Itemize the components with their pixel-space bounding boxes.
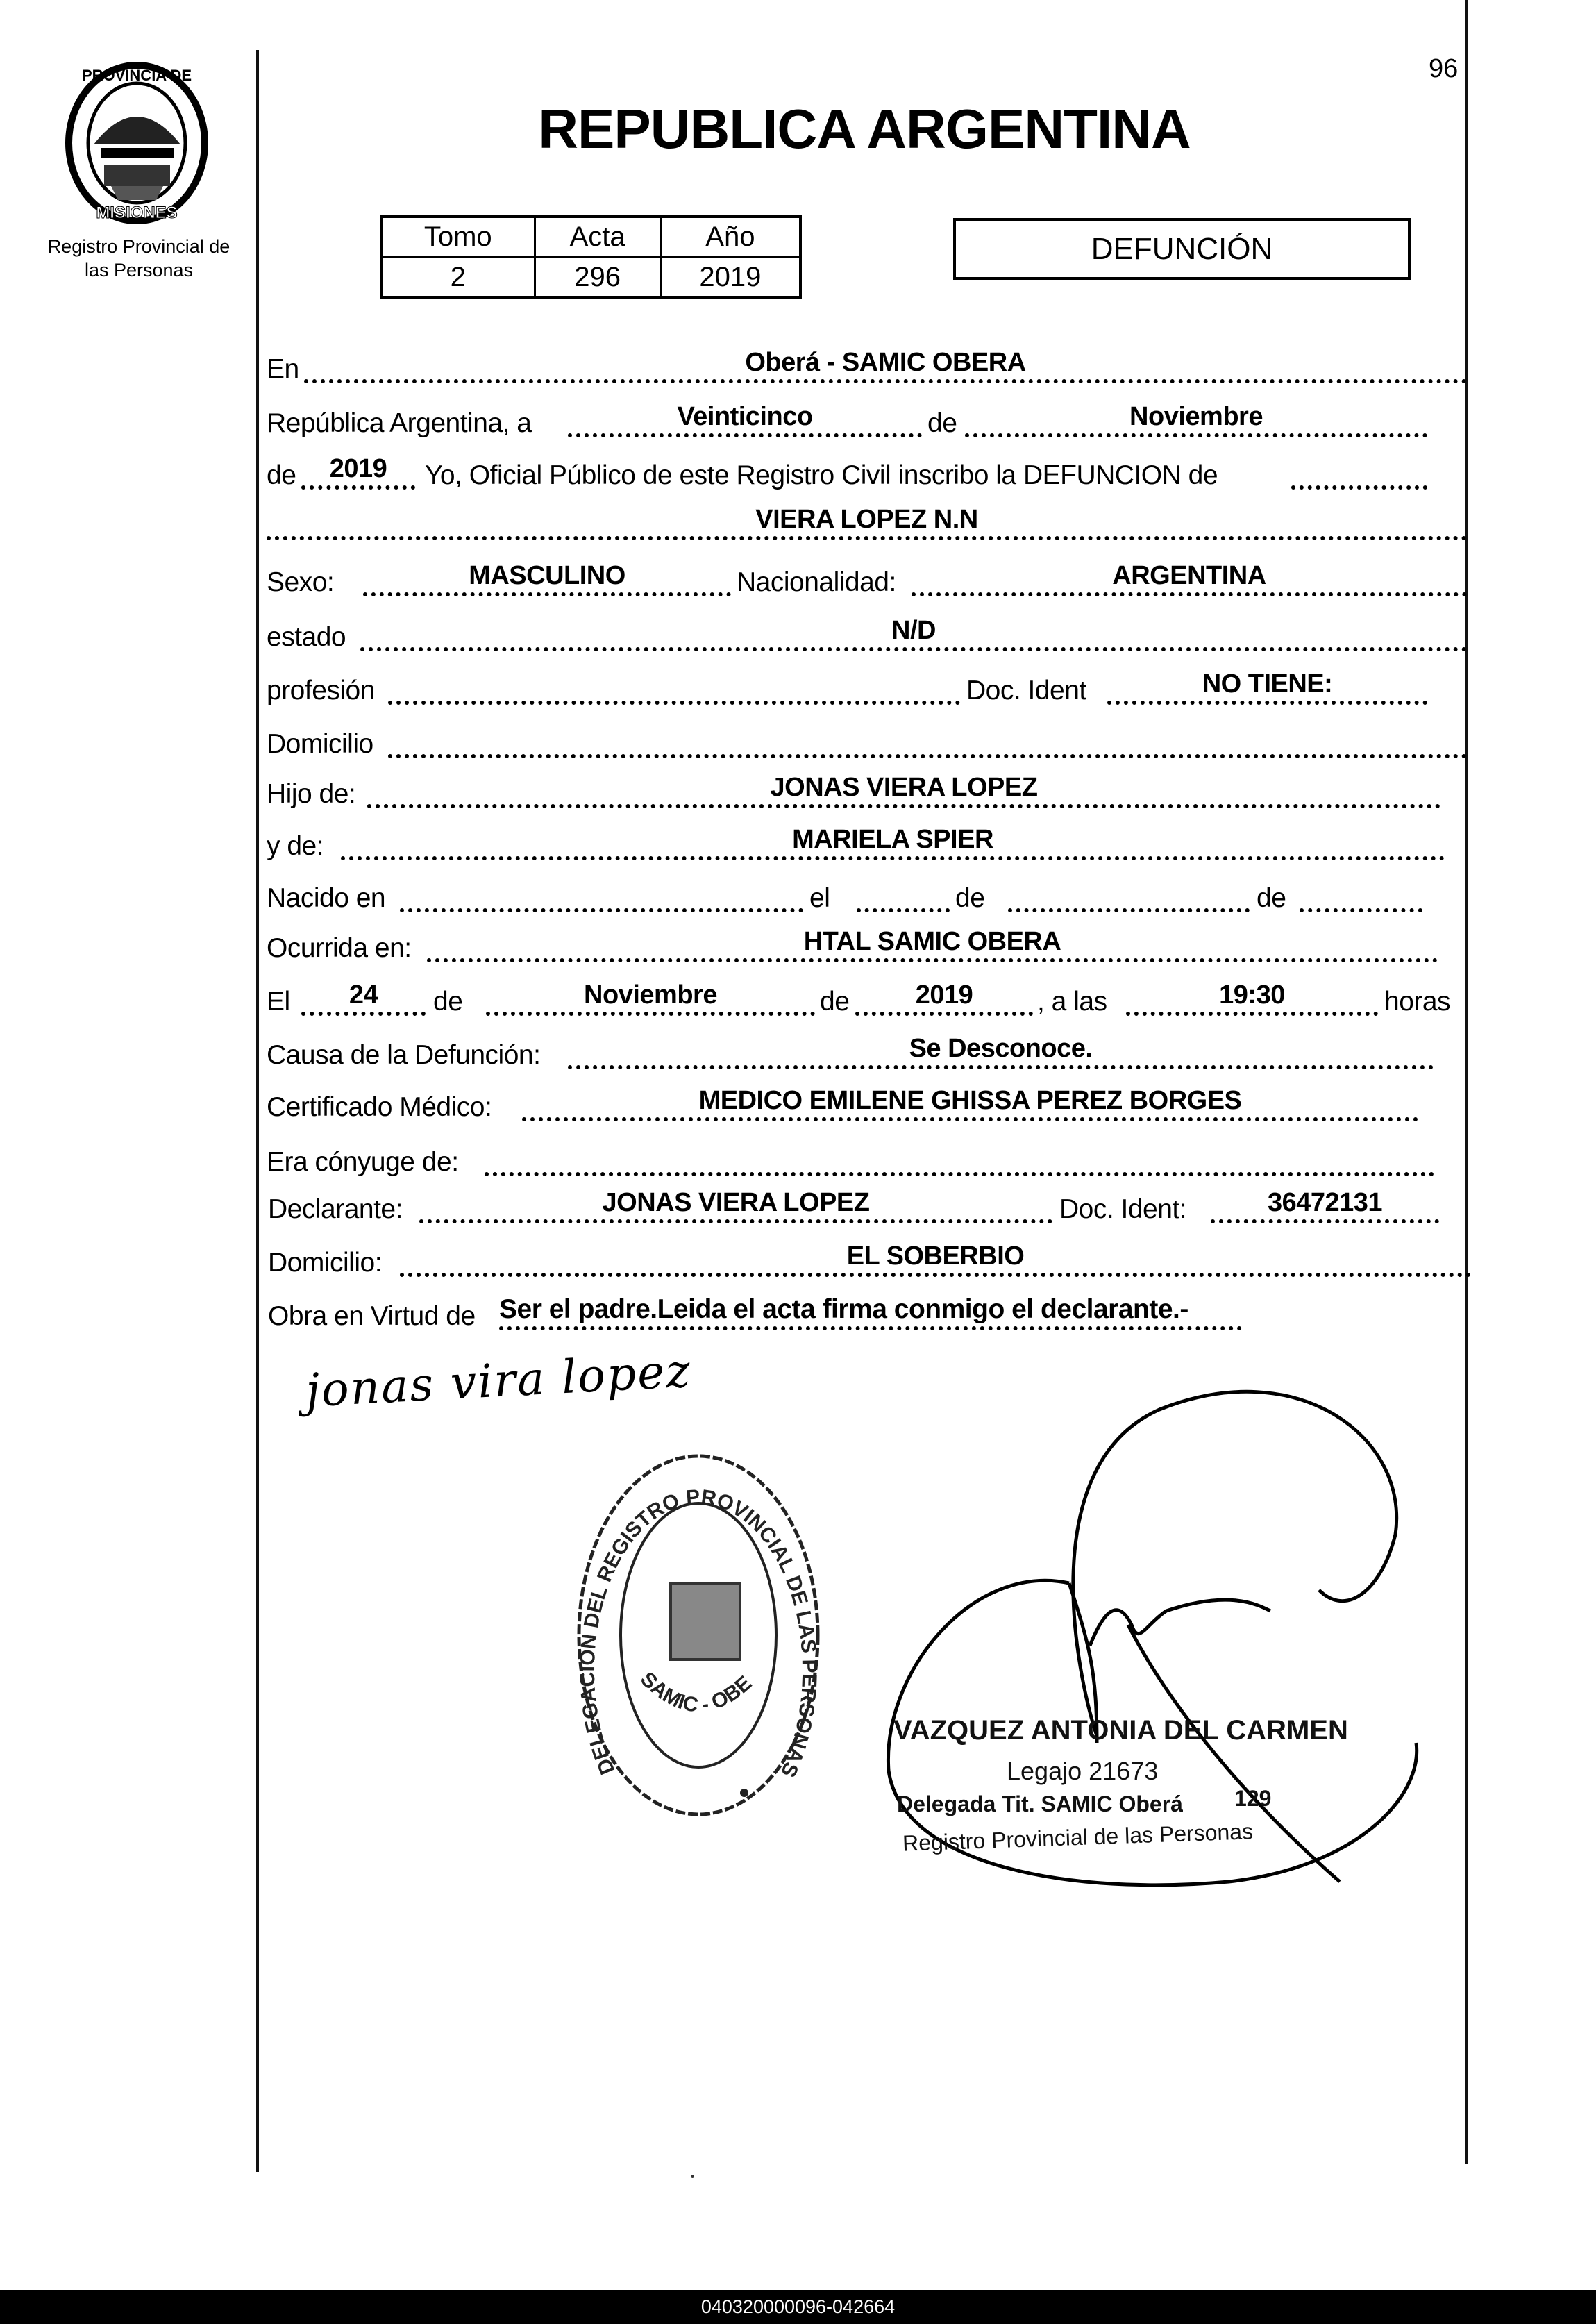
republica-label: República Argentina, a (267, 408, 532, 438)
yo-oficial-text: Yo, Oficial Público de este Registro Civil inscribo la DEFUNCION de (425, 460, 1218, 490)
nacido-de-label-2: de (1257, 883, 1286, 913)
domicilio-field (388, 724, 1467, 758)
declarante-field: JONAS VIERA LOPEZ (419, 1189, 1052, 1223)
row-conyuge (0, 1142, 1596, 1183)
table-value-acta: 296 (535, 258, 660, 299)
row-hijo-de (0, 774, 1596, 815)
death-month-field: Noviembre (486, 981, 815, 1016)
registry-name (28, 235, 250, 282)
year-field: 2019 (301, 455, 415, 490)
death-year-field: 2019 (855, 981, 1033, 1016)
logo-text-bottom: MISIONES (96, 203, 178, 222)
official-legajo: Legajo 21673 (1007, 1757, 1159, 1785)
right-margin-rule (1465, 0, 1468, 2164)
deceased-name-field: VIERA LOPEZ N.N (267, 505, 1467, 540)
hijo-de-label: Hijo de: (267, 779, 356, 809)
ocurrida-label: Ocurrida en: (267, 933, 412, 963)
declarante-doc-label: Doc. Ident: (1059, 1194, 1187, 1224)
registry-seal (573, 1451, 823, 1819)
y-de-label: y de: (267, 831, 324, 861)
seal-inner-text: SAMIC - OBE (636, 1667, 757, 1717)
scan-speck (691, 2175, 694, 2178)
hijo-de-field: JONAS VIERA LOPEZ (367, 774, 1440, 808)
nacido-month-field (1008, 878, 1250, 912)
nacido-en-label: Nacido en (267, 883, 386, 913)
nacido-day-field (857, 878, 950, 912)
obra-label: Obra en Virtud de (268, 1301, 476, 1331)
logo-text-top: PROVINCIA DE (81, 67, 192, 84)
death-time-field: 19:30 (1126, 981, 1378, 1016)
estado-field: N/D (360, 617, 1467, 651)
misiones-province-logo (62, 61, 212, 225)
y-de-field: MARIELA SPIER (341, 826, 1445, 860)
el-label: El (267, 987, 290, 1017)
death-de-label-2: de (820, 987, 850, 1017)
registry-name-line1: Registro Provincial de (47, 236, 230, 257)
conyuge-field (485, 1142, 1434, 1176)
row-ocurrida (0, 928, 1596, 969)
death-day-field: 24 (301, 981, 426, 1016)
nacido-year-field (1300, 878, 1422, 912)
official-number: 129 (1234, 1786, 1272, 1811)
nacido-en-field (400, 878, 803, 912)
row-y-de (0, 826, 1596, 867)
sexo-label: Sexo: (267, 567, 335, 597)
page-number: 96 (1429, 54, 1459, 83)
profesion-label: profesión (267, 676, 375, 705)
horas-label: horas (1384, 987, 1451, 1017)
yo-trailing-field (1291, 455, 1427, 490)
row-profesion (0, 670, 1596, 712)
conyuge-label: Era cónyuge de: (267, 1147, 459, 1177)
declarant-signature: jonas vira lopez (304, 1344, 693, 1418)
table-value-tomo: 2 (381, 258, 535, 299)
ocurrida-field: HTAL SAMIC OBERA (427, 928, 1438, 962)
sexo-field: MASCULINO (363, 562, 731, 596)
row-year (0, 455, 1596, 496)
nacionalidad-label: Nacionalidad: (737, 567, 896, 597)
row-date (0, 403, 1596, 444)
declarante-domicilio-field: EL SOBERBIO (400, 1242, 1471, 1277)
table-header-ano: Año (660, 217, 800, 258)
row-deceased-name (0, 505, 1596, 547)
a-las-label: , a las (1037, 987, 1107, 1017)
official-name: VAZQUEZ ANTONIA DEL CARMEN (893, 1715, 1348, 1746)
row-obra (0, 1296, 1596, 1337)
estado-label: estado (267, 622, 346, 652)
seal-outer-text: DELEGACION DEL REGISTRO PROVINCIAL DE LAS PERSONAS (576, 1485, 821, 1781)
de-label-2: de (267, 460, 296, 490)
row-declarante-domicilio (0, 1242, 1596, 1284)
table-value-ano: 2019 (660, 258, 800, 299)
death-de-label-1: de (433, 987, 463, 1017)
obra-field: Ser el padre.Leida el acta firma conmigo el declarante.- (499, 1296, 1242, 1330)
day-words-field: Veinticinco (568, 403, 922, 437)
official-signature-scribble (868, 1382, 1423, 1896)
footer-bar (0, 2290, 1596, 2324)
barcode-text: 040320000096-042664 (700, 2296, 896, 2317)
registry-name-line2: las Personas (84, 260, 194, 281)
row-en (0, 349, 1596, 390)
nacido-de-label-1: de (955, 883, 985, 913)
doc-ident-field: NO TIENE: (1107, 670, 1427, 705)
certificado-field: MEDICO EMILENE GHISSA PEREZ BORGES (522, 1087, 1418, 1121)
declarante-doc-field: 36472131 (1211, 1189, 1439, 1223)
causa-label: Causa de la Defunción: (267, 1040, 541, 1070)
row-declarante (0, 1189, 1596, 1230)
nacido-el-label: el (809, 883, 830, 913)
row-causa (0, 1035, 1596, 1076)
domicilio-label: Domicilio (267, 729, 373, 759)
row-sexo (0, 562, 1596, 603)
record-table (380, 215, 802, 299)
declarante-domicilio-label: Domicilio: (268, 1248, 383, 1278)
de-label-1: de (927, 408, 957, 438)
nacionalidad-field: ARGENTINA (912, 562, 1467, 596)
month-field: Noviembre (965, 403, 1427, 437)
row-death-date (0, 981, 1596, 1023)
document-type-box: DEFUNCIÓN (953, 218, 1411, 280)
row-certificado (0, 1087, 1596, 1128)
doc-ident-label: Doc. Ident (966, 676, 1086, 705)
causa-field: Se Desconoce. (568, 1035, 1434, 1069)
en-label: En (267, 354, 299, 384)
profesion-field (388, 670, 960, 705)
table-header-tomo: Tomo (381, 217, 535, 258)
table-header-acta: Acta (535, 217, 660, 258)
document-title: REPUBLICA ARGENTINA (538, 98, 1191, 160)
declarante-label: Declarante: (268, 1194, 403, 1224)
row-estado (0, 617, 1596, 658)
row-nacido (0, 878, 1596, 919)
certificado-label: Certificado Médico: (267, 1092, 492, 1122)
official-role: Delegada Tit. SAMIC Oberá (897, 1791, 1183, 1816)
official-registry: Registro Provincial de las Personas (902, 1819, 1254, 1856)
en-field: Oberá - SAMIC OBERA (304, 349, 1467, 383)
row-domicilio (0, 724, 1596, 765)
